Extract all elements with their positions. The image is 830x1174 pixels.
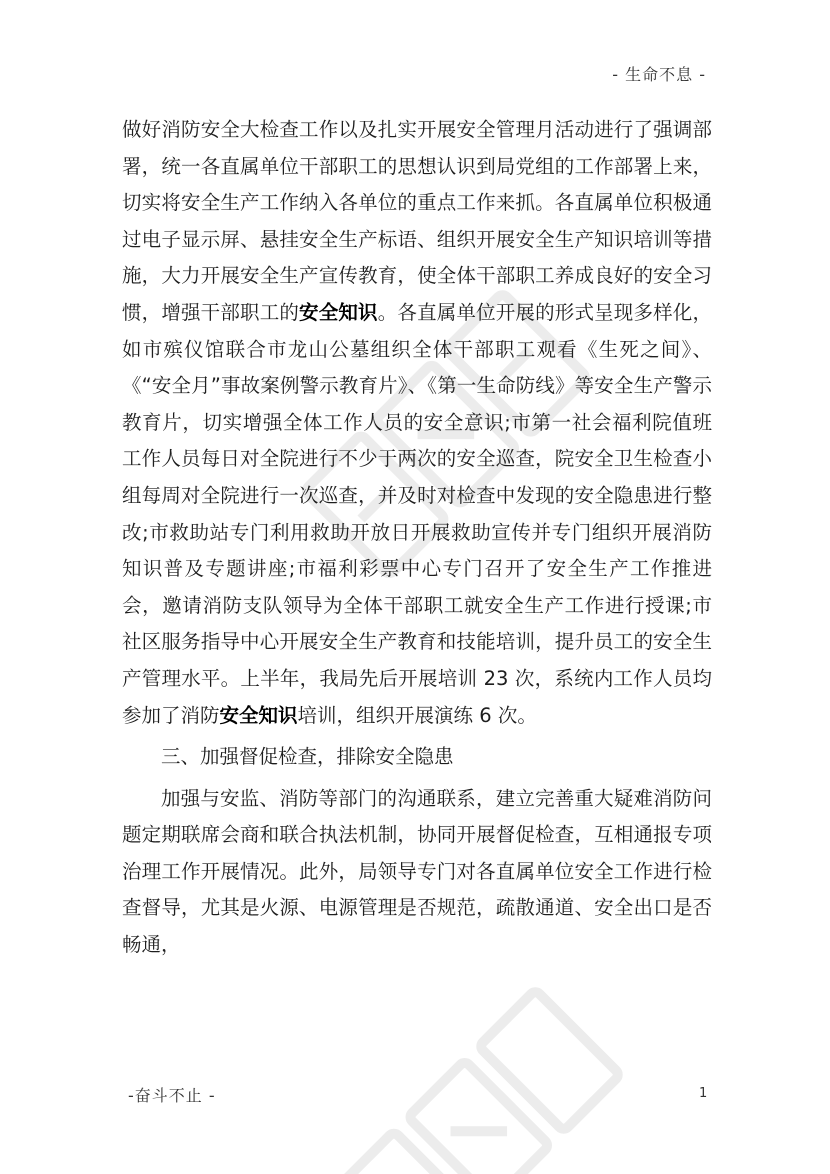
page-header-motto: - 生命不息 - [612,65,706,84]
paragraph-text: 培训，组织开展演练 6 次。 [297,703,537,727]
keyword-highlight: 安全知识 [299,300,378,324]
paragraph-text: 。各直属单位开展的形式呈现多样化，如市殡仪馆联合市龙山公墓组织全体干部职工观看《生死之间》、《“安全月”事故案例警示教育片》、《第一生命防线》等安全生产警示教育片，切实增强全体工作人员的安全意识;市第一社会福利院值班工作人员每日对全院进行不少于两次的安全巡查，院安全卫生检查小组每周对全院进行一次巡查，并及时对检查中发现的安全隐患进行整改;市救助站专门利用救助开放日开展救助宣传并专门组织开展消防知识普及专题讲座;市福利彩票中心专门召开了安全生产工作推进会，邀请消防支队领导为全体干部职工就安全生产工作进行授课;市社区服务指导中心开展安全生产教育和技能培训，提升员工的安全生产管理水平。上半年，我局先后开展培训 23 次，系统内工作人员均参加了消防 [122,300,712,727]
body-paragraph: 加强与安监、消防等部门的沟通联系，建立完善重大疑难消防问题定期联席会商和联合执法机制，协同开展督促检查，互相通报专项治理工作开展情况。此外，局领导专门对各直属单位安全工作进行检查督导，尤其是火源、电源管理是否规范，疏散通道、安全出口是否畅通， [122,786,712,957]
document-body [122,112,712,964]
paragraph-text: 做好消防安全大检查工作以及扎实开展安全管理月活动进行了强调部署，统一各直属单位干部职工的思想认识到局党组的工作部署上来，切实将安全生产工作纳入各单位的重点工作来抓。各直属单位积极通过电子显示屏、悬挂安全生产标语、组织开展安全生产知识培训等措施，大力开展安全生产宣传教育，使全体干部职工养成良好的安全习惯，增强干部职工的 [122,118,712,324]
section-heading: 三、加强督促检查，排除安全隐患 [161,745,454,769]
body-paragraph [122,112,712,734]
page-footer-motto: -奋斗不止 - [128,1086,216,1105]
keyword-highlight: 安全知识 [219,703,298,727]
page-number: 1 [699,1086,708,1101]
